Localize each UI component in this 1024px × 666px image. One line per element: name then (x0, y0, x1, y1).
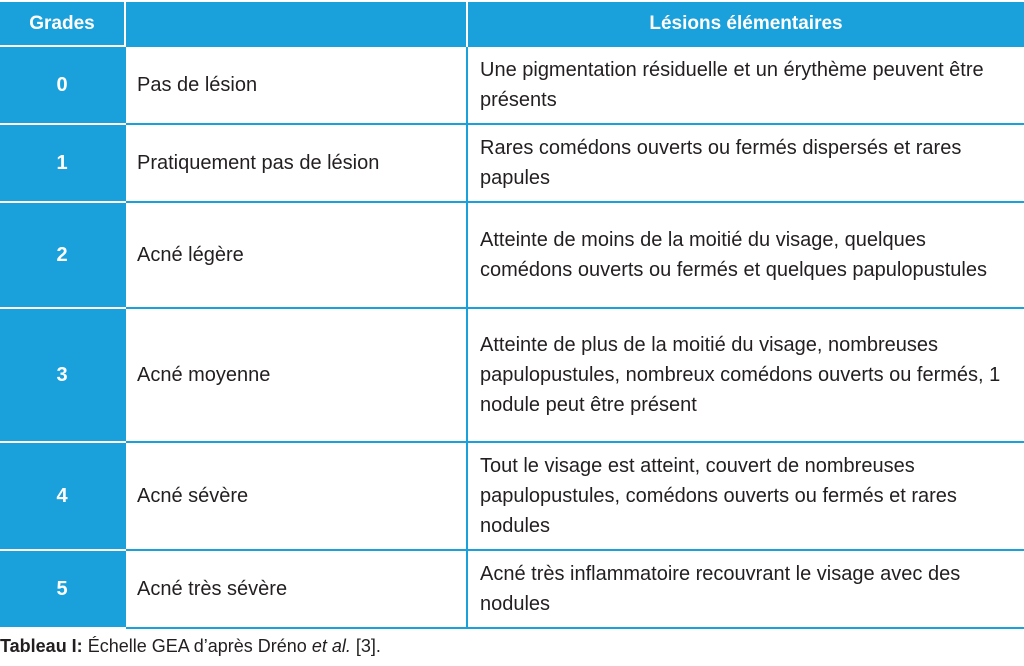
table-row (0, 202, 1024, 308)
lesion-description: Tout le visage est atteint, couvert de nombreuses papulopustules, comédons ouverts ou fermés et rares nodules (467, 442, 1024, 550)
table-row (0, 46, 1024, 124)
table-row (0, 550, 1024, 628)
grade-cell: 2 (0, 202, 125, 308)
grade-cell: 0 (0, 46, 125, 124)
caption-italic: et al. (311, 636, 351, 656)
lesion-description: Atteinte de plus de la moitié du visage, nombreuses papulopustules, nombreux comédons ouverts ou fermés, 1 nodule peut être présent (467, 308, 1024, 442)
grade-cell: 5 (0, 550, 125, 628)
severity-label: Pas de lésion (125, 46, 467, 124)
caption-label: Tableau I: (0, 636, 83, 656)
header-grades: Grades (0, 1, 125, 46)
lesion-description: Acné très inflammatoire recouvrant le visage avec des nodules (467, 550, 1024, 628)
table-header-row (0, 1, 1024, 46)
caption-reference: [3]. (350, 636, 381, 656)
header-blank (125, 1, 467, 46)
lesion-description: Rares comédons ouverts ou fermés dispersés et rares papules (467, 124, 1024, 202)
severity-label: Pratiquement pas de lésion (125, 124, 467, 202)
lesion-description: Atteinte de moins de la moitié du visage, quelques comédons ouverts ou fermés et quelques papulopustules (467, 202, 1024, 308)
table-row (0, 124, 1024, 202)
table-row (0, 442, 1024, 550)
table-caption (0, 634, 381, 658)
grade-cell: 4 (0, 442, 125, 550)
severity-label: Acné légère (125, 202, 467, 308)
severity-label: Acné très sévère (125, 550, 467, 628)
caption-text: Échelle GEA d’après Dréno (82, 636, 312, 656)
severity-label: Acné moyenne (125, 308, 467, 442)
lesion-description: Une pigmentation résiduelle et un érythème peuvent être présents (467, 46, 1024, 124)
header-lesions: Lésions élémentaires (467, 1, 1024, 46)
table-row (0, 308, 1024, 442)
severity-label: Acné sévère (125, 442, 467, 550)
grade-cell: 1 (0, 124, 125, 202)
grade-cell: 3 (0, 308, 125, 442)
